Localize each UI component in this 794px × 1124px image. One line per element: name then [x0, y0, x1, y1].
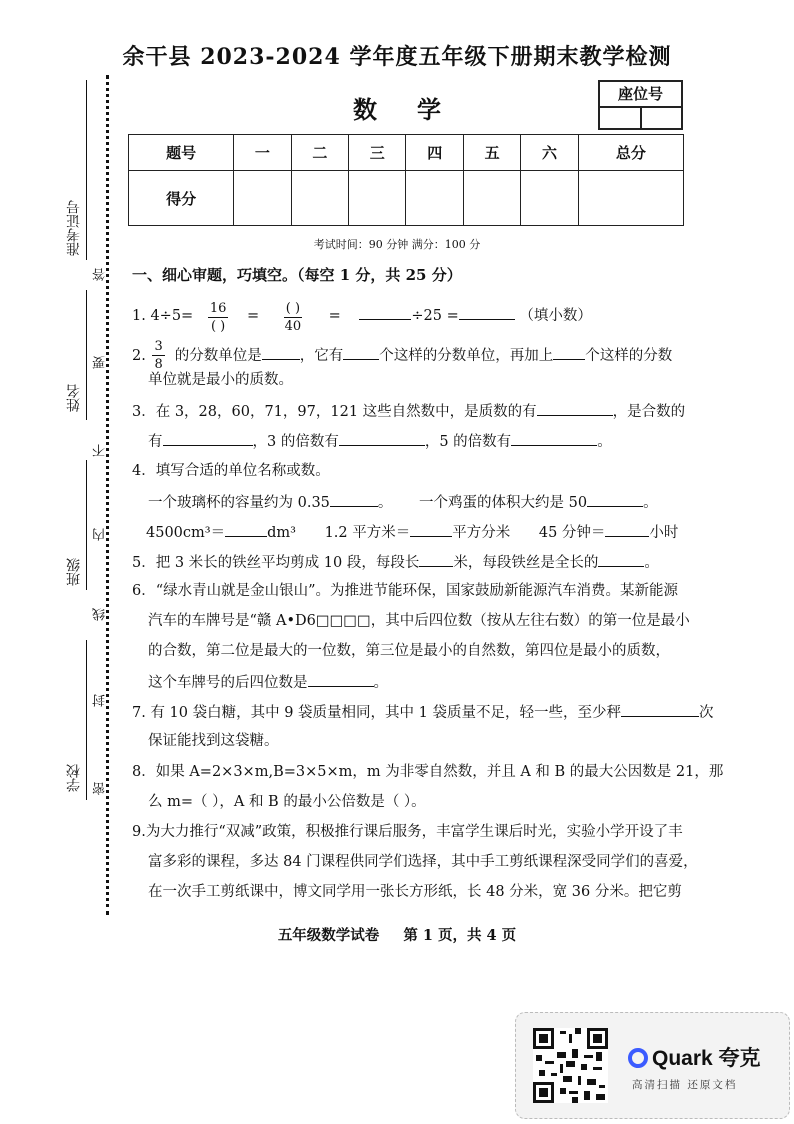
answer-blank[interactable] [410, 521, 452, 537]
question-9-line2: 富多彩的课程，多达 84 门课程供同学们选择，其中手工剪纸课程深受同学们的喜爱， [148, 854, 698, 870]
answer-blank[interactable] [598, 551, 644, 567]
score-header-cell: 三 [349, 135, 406, 171]
qr-code-icon [533, 1028, 608, 1103]
quark-logo: Quark 夸克 [628, 1042, 761, 1072]
question-2-cont: 单位就是最小的质数。 [148, 372, 293, 388]
seat-number-box [598, 80, 683, 130]
answer-blank[interactable] [605, 521, 649, 537]
question-9-line3: 在一次手工剪纸课中，博文同学用一张长方形纸，长 48 分米，宽 36 分米。把它剪 [148, 884, 682, 900]
seal-char: 密 [93, 782, 108, 795]
question-9: 9.为大力推行“双减”政策，积极推行课后服务，丰富学生课后时光，实验小学开设了丰 [132, 824, 683, 840]
question-8-line2: 么 m=（ ），A 和 B 的最小公倍数是（ ）。 [148, 794, 426, 810]
score-header-cell: 二 [291, 135, 348, 171]
question-6-line4: 这个车牌号的后四位数是 。 [148, 671, 388, 693]
seal-char: 要 [93, 356, 108, 369]
score-header-cell: 题号 [129, 135, 234, 171]
question-5: 5．把 3 米长的铁丝平均剪成 10 段，每段长 米，每段铁丝是全长的 。 [132, 551, 659, 573]
answer-blank[interactable] [339, 430, 425, 446]
sidebar-label-school: 学校 [66, 764, 82, 792]
question-3-cont: 有 ，3 的倍数有 ，5 的倍数有 。 [148, 430, 612, 452]
question-4-line2: 一个玻璃杯的容量约为 0.35 。 一个鸡蛋的体积大约是 50 。 [148, 491, 658, 513]
class-line[interactable] [86, 460, 87, 590]
score-cell[interactable] [521, 171, 578, 226]
score-cell[interactable] [463, 171, 520, 226]
answer-blank[interactable] [163, 430, 253, 446]
page-footer: 五年级数学试卷 第 1 页，共 4 页 [277, 927, 517, 944]
quark-tagline: 高清扫描 还原文档 [632, 1079, 738, 1091]
score-row-label: 得分 [129, 171, 234, 226]
answer-blank[interactable] [459, 304, 515, 320]
answer-blank[interactable] [553, 344, 585, 360]
score-cell[interactable] [291, 171, 348, 226]
question-6: 6．“绿水青山就是金山银山”。为推进节能环保，国家鼓励新能源汽车消费。某新能源 [132, 583, 679, 599]
answer-blank[interactable] [308, 671, 374, 687]
answer-blank[interactable] [225, 521, 267, 537]
exam-id-line[interactable] [86, 80, 87, 260]
question-7-line2: 保证能找到这袋糖。 [148, 733, 279, 749]
seal-char: 内 [93, 528, 108, 541]
question-3: 3．在 3，28，60，71，97，121 这些自然数中，是质数的有 ，是合数的 [132, 400, 685, 422]
question-6-line2: 汽车的车牌号是“赣 A•D6□□□□，其中后四位数（按从左往右数）的第一位是最小 [148, 613, 690, 629]
question-4: 4．填写合适的单位名称或数。 [132, 463, 330, 479]
exam-info: 考试时间：90 分钟 满分：100 分 [313, 238, 481, 251]
answer-blank[interactable] [343, 344, 379, 360]
name-line[interactable] [86, 290, 87, 420]
answer-blank[interactable] [262, 344, 300, 360]
seal-char: 答 [93, 268, 108, 281]
seal-char: 不 [93, 444, 108, 457]
score-table [128, 134, 684, 226]
score-cell[interactable] [578, 171, 683, 226]
seal-char: 线 [93, 608, 108, 621]
exam-title: 余干县 2023-2024 学年度五年级下册期末教学检测 [122, 44, 672, 70]
question-4-line3: 4500cm³＝ dm³ 1.2 平方米＝ 平方分米 45 分钟＝ 小时 [146, 521, 678, 543]
question-7: 7. 有 10 袋白糖，其中 9 袋质量相同，其中 1 袋质量不足，轻一些，至少秤 次 [132, 701, 714, 723]
seal-char: 封 [93, 694, 108, 707]
answer-blank[interactable] [511, 430, 597, 446]
answer-blank[interactable] [537, 400, 613, 416]
sidebar-label-class: 班级 [66, 558, 82, 586]
question-8: 8．如果 A=2×3×m,B=3×5×m，m 为非零自然数，并且 A 和 B 的最大公因数是 21，那 [132, 764, 724, 780]
seat-number-label: 座位号 [600, 82, 681, 108]
answer-blank[interactable] [359, 304, 411, 320]
score-cell[interactable] [234, 171, 291, 226]
score-header-cell: 六 [521, 135, 578, 171]
section-heading: 一、细心审题，巧填空。（每空 1 分，共 25 分） [132, 266, 462, 284]
school-line[interactable] [86, 640, 87, 800]
answer-blank[interactable] [419, 551, 453, 567]
score-header-cell: 一 [234, 135, 291, 171]
answer-blank[interactable] [330, 491, 378, 507]
answer-blank[interactable] [587, 491, 643, 507]
sidebar-label-name: 姓名 [66, 384, 82, 412]
score-cell[interactable] [406, 171, 463, 226]
answer-blank[interactable] [621, 701, 699, 717]
question-2: 2. $\frac{3}{8}$ 的分数单位是 ，它有 个这样的分数单位，再加上 个这样的分数 [132, 339, 673, 372]
score-cell[interactable] [349, 171, 406, 226]
question-6-line3: 的合数，第二位是最大的一位数，第三位是最小的自然数，第四位是最小的质数， [148, 643, 670, 659]
subject-title: 数学 [353, 95, 481, 124]
quark-logo-icon [628, 1048, 648, 1068]
question-1: 1. 4÷5= $\frac{16}{( )}$ = $\frac{( )}{40} = \div 25$ = （填小数） [132, 301, 592, 334]
score-header-cell: 总分 [578, 135, 683, 171]
score-header-cell: 五 [463, 135, 520, 171]
score-header-cell: 四 [406, 135, 463, 171]
sidebar-label-exam-id: 准考证号 [66, 200, 82, 256]
